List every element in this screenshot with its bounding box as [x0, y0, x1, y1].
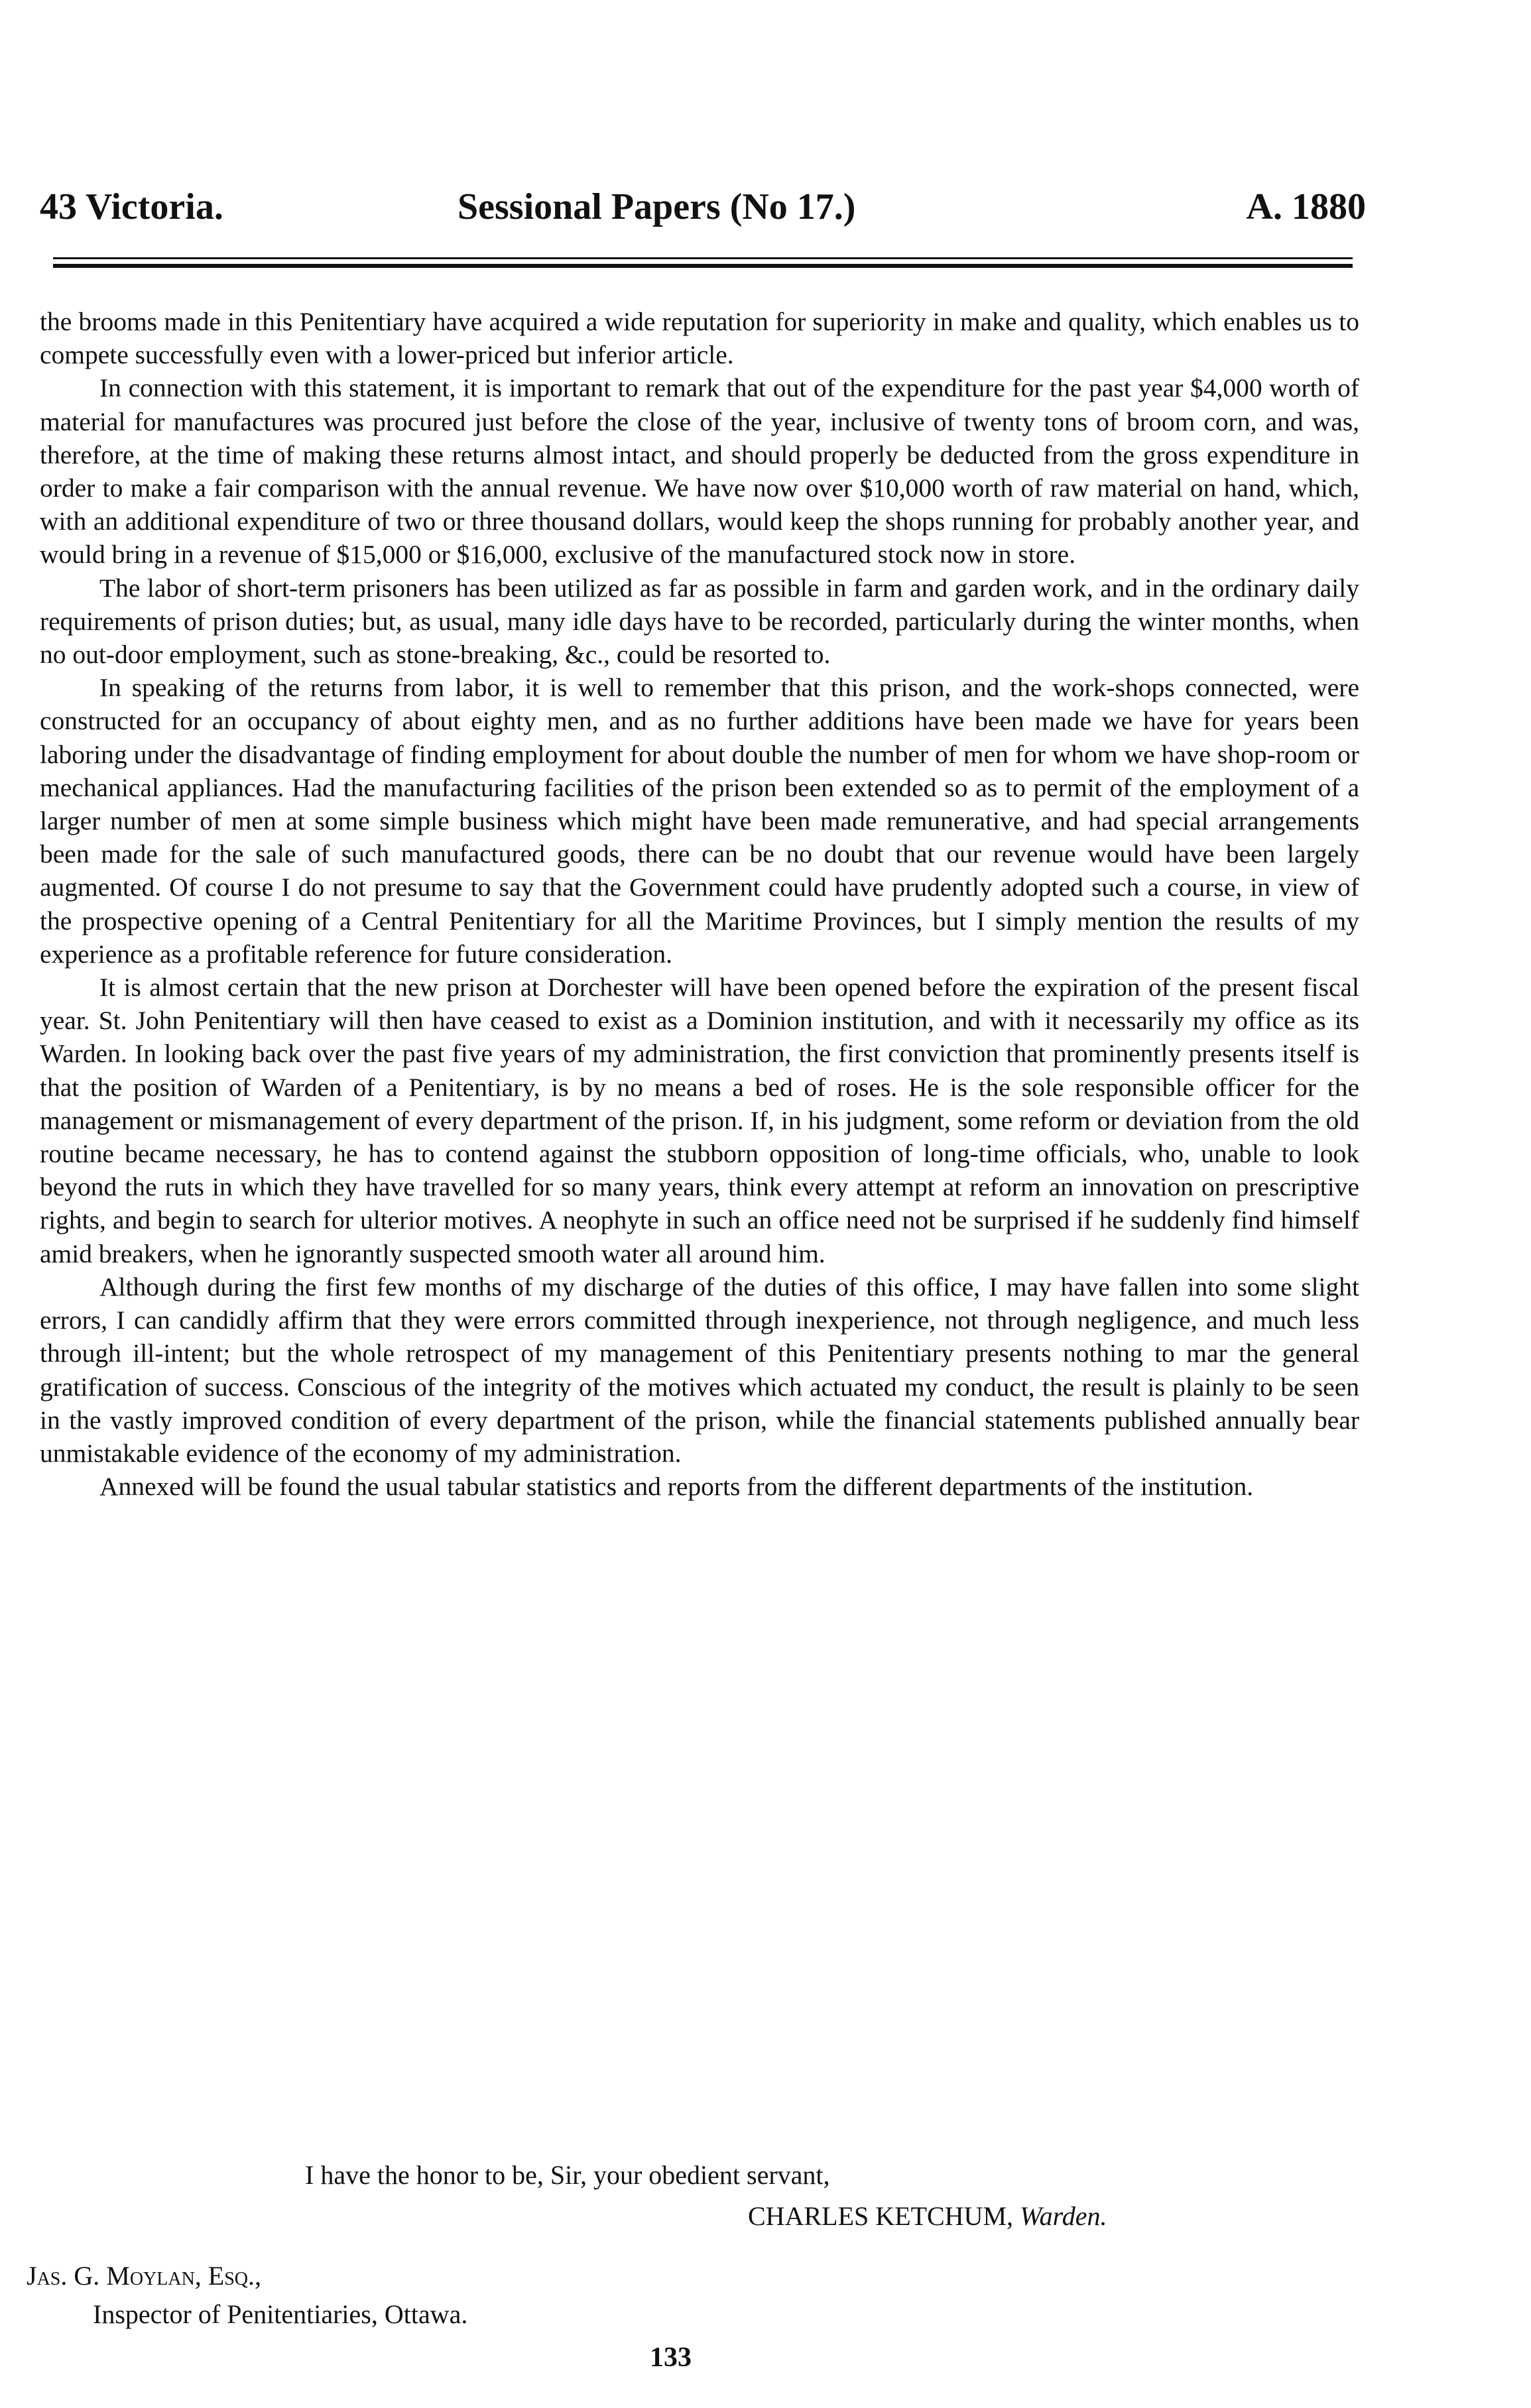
- paragraph: In speaking of the returns from labor, it is well to remember that this prison, and the work-shops connected, were constructed for an occupancy of about eighty men, and as no further additions have been made we have for years been laboring under the disadvantage of finding employment for about double the number of men for whom we have shop-room or mechanical appliances. Had the manufacturing facilities of the prison been extended so as to permit of the employment of a larger number of men at some simple business which might have been made remunerative, and had special arrangements been made for the sale of such manufactured goods, there can be no doubt that our revenue would have been largely augmented. Of course I do not presume to say that the Government could have prudently adopted such a course, in view of the prospective opening of a Central Penitentiary for all the Maritime Provinces, but I simply mention the results of my experience as a profitable reference for future consideration.: [40, 673, 1359, 969]
- addressee-office: Inspector of Penitentiaries, Ottawa.: [93, 2299, 468, 2329]
- signature-name: CHARLES KETCHUM,: [748, 2201, 1014, 2231]
- signature-title: Warden.: [1020, 2201, 1107, 2231]
- paragraph: In connection with this statement, it is important to remark that out of the expenditure for the past year $4,000 worth of material for manufactures was procured just before the close of the year, inclusive of twenty tons of broom corn, and was, therefore, at the time of making these returns almost intact, and should properly be deducted from the gross expenditure in order to make a fair comparison with the annual revenue. We have now over $10,000 worth of raw material on hand, which, with an additional expenditure of two or three thousand dollars, would keep the shops running for probably another year, and would bring in a revenue of $15,000 or $16,000, exclusive of the manufactured stock now in store.: [40, 373, 1359, 570]
- paragraph: Annexed will be found the usual tabular statistics and reports from the different departments of the institution.: [99, 1472, 1254, 1502]
- header-title: Sessional Papers (No 17.): [458, 186, 856, 227]
- page-number: 133: [650, 2342, 692, 2373]
- header-rule-thick: [53, 264, 1353, 268]
- signature: [748, 2200, 1107, 2233]
- header-year: A. 1880: [1246, 186, 1366, 227]
- addressee-name: Jas. G. Moylan, Esq.,: [27, 2261, 262, 2291]
- paragraph: The labor of short-term prisoners has been utilized as far as possible in farm and garden work, and in the ordinary daily requirements of prison duties; but, as usual, many idle days have to be recorded, particularly during the winter months, when no out-door employment, such as stone-breaking, &c., could be resorted to.: [40, 573, 1359, 670]
- closing-line: I have the honor to be, Sir, your obedient servant,: [305, 2160, 830, 2190]
- paragraph: It is almost certain that the new prison at Dorchester will have been opened before the expiration of the present fiscal year. St. John Penitentiary will then have ceased to exist as a Dominion institution, and with it necessarily my office as its Warden. In looking back over the past five years of my administration, the first conviction that prominently presents itself is that the position of Warden of a Penitentiary, is by no means a bed of roses. He is the sole responsible officer for the management or mismanagement of every department of the prison. If, in his judgment, some reform or deviation from the old routine became necessary, he has to contend against the stubborn opposition of long-time officials, who, unable to look beyond the ruts in which they have travelled for so many years, think every attempt at reform an innovation on prescriptive rights, and begin to search for ulterior motives. A neophyte in such an office need not be surprised if he suddenly find himself amid breakers, when he ignorantly suspected smooth water all around him.: [40, 973, 1359, 1268]
- body-text: [40, 305, 1359, 1503]
- header-rule-thin: [53, 257, 1353, 259]
- paragraph: Although during the first few months of my discharge of the duties of this office, I may have fallen into some slight errors, I can candidly affirm that they were errors committed through inexperience, not through negligence, and much less through ill-intent; but the whole retrospect of my management of this Penitentiary presents nothing to mar the general gratification of success. Conscious of the integrity of the motives which actuated my conduct, the result is plainly to be seen in the vastly improved condition of every department of the prison, while the financial statements published annually bear unmistakable evidence of the economy of my administration.: [40, 1272, 1359, 1468]
- header-volume: 43 Victoria.: [40, 186, 223, 227]
- paragraph-continued: the brooms made in this Penitentiary have acquired a wide reputation for superiority in make and quality, which enables us to compete successfully even with a lower-priced but inferior article.: [40, 307, 1359, 370]
- running-header: [40, 186, 1366, 239]
